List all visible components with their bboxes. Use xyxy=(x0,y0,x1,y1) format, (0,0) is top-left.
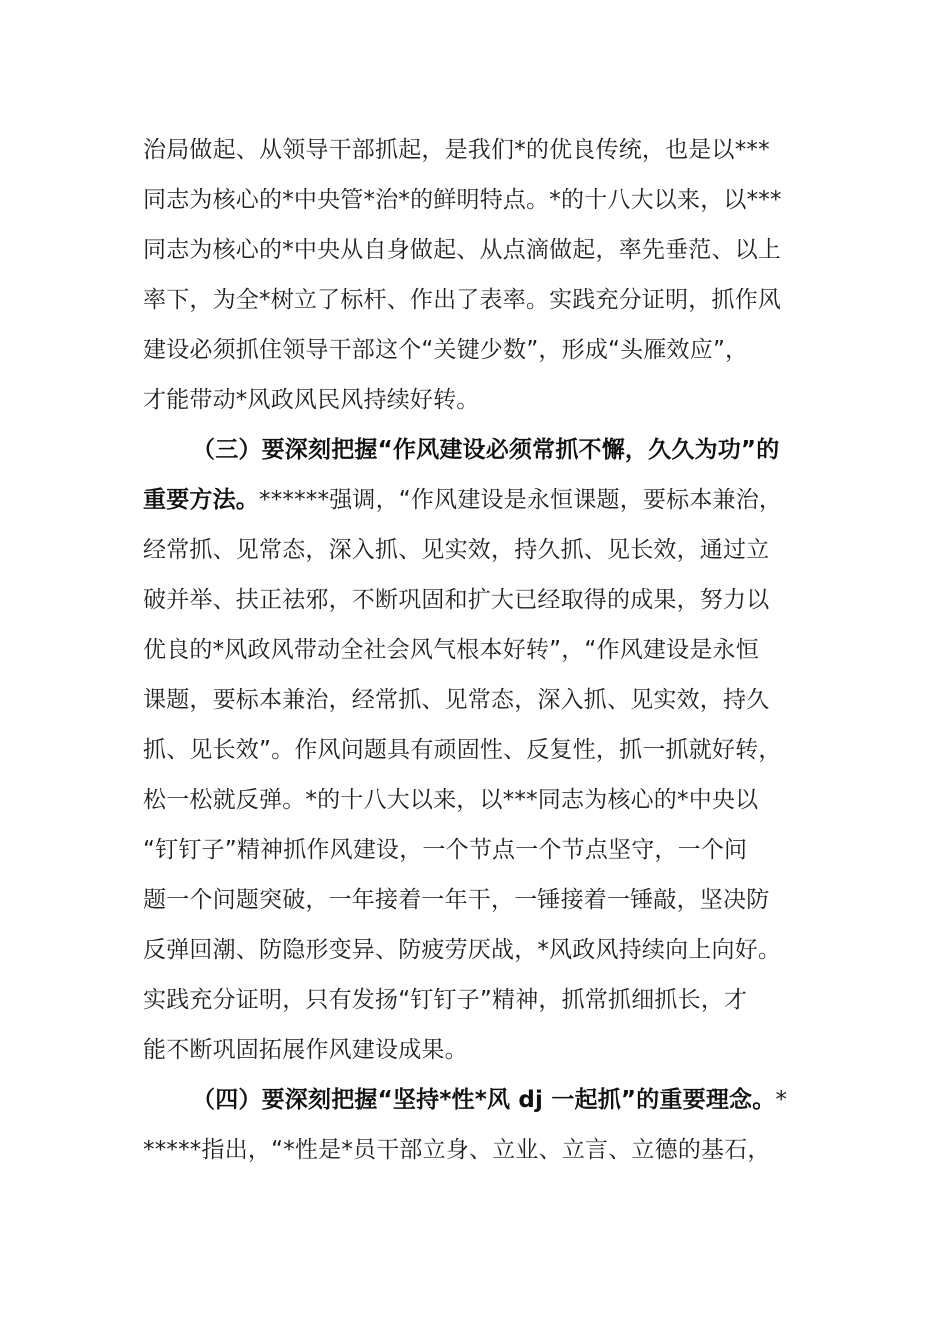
text-line: 才能带动*风政风民风持续好转。 xyxy=(143,387,480,413)
text-line: 反弹回潮、防隐形变异、防疲劳厌战，*风政风持续向上向好。 xyxy=(143,937,782,963)
section-heading-3-end: 重要方法。 xyxy=(143,487,259,513)
text-line: 实践充分证明，只有发扬“钉钉子”精神，抓常抓细抓长，才 xyxy=(143,987,748,1013)
text-line: 建设必须抓住领导干部这个“关键少数”，形成“头雁效应”， xyxy=(143,337,749,363)
text-line: 抓、见长效”。作风问题具有顽固性、反复性，抓一抓就好转， xyxy=(143,737,782,763)
text-line: 率下，为全*树立了标杆、作出了表率。实践充分证明，抓作风 xyxy=(143,287,782,313)
text-line: “钉钉子”精神抓作风建设，一个节点一个节点坚守，一个问 xyxy=(143,837,748,863)
text-line: *****指出，“*性是*员干部立身、立业、立言、立德的基石， xyxy=(143,1137,771,1163)
text-line: 松一松就反弹。*的十八大以来，以***同志为核心的*中央以 xyxy=(143,787,759,813)
text-line: 课题，要标本兼治，经常抓、见常态，深入抓、见实效，持久 xyxy=(143,687,770,713)
section-heading-4: （四）要深刻把握“坚持*性*风 dj 一起抓”的重要理念。* xyxy=(192,1087,788,1113)
text-line: 题一个问题突破，一年接着一年干，一锤接着一锤敲，坚决防 xyxy=(143,887,770,913)
text-line: 治局做起、从领导干部抓起，是我们*的优良传统，也是以*** xyxy=(143,137,770,163)
text-line: 优良的*风政风带动全社会风气根本好转”，“作风建设是永恒 xyxy=(143,637,759,663)
text-line: 同志为核心的*中央从自身做起、从点滴做起，率先垂范、以上 xyxy=(143,237,782,263)
text-line: 经常抓、见常态，深入抓、见实效，持久抓、见长效，通过立 xyxy=(143,537,770,563)
text-line: 能不断巩固拓展作风建设成果。 xyxy=(143,1037,468,1063)
text-line: 同志为核心的*中央管*治*的鲜明特点。*的十八大以来，以*** xyxy=(143,187,782,213)
text-line: 重要方法。******强调，“作风建设是永恒课题，要标本兼治， xyxy=(143,487,783,513)
text-line: 破并举、扶正祛邪，不断巩固和扩大已经取得的成果，努力以 xyxy=(143,587,770,613)
section-heading-3: （三）要深刻把握“作风建设必须常抓不懈，久久为功”的 xyxy=(192,437,780,463)
